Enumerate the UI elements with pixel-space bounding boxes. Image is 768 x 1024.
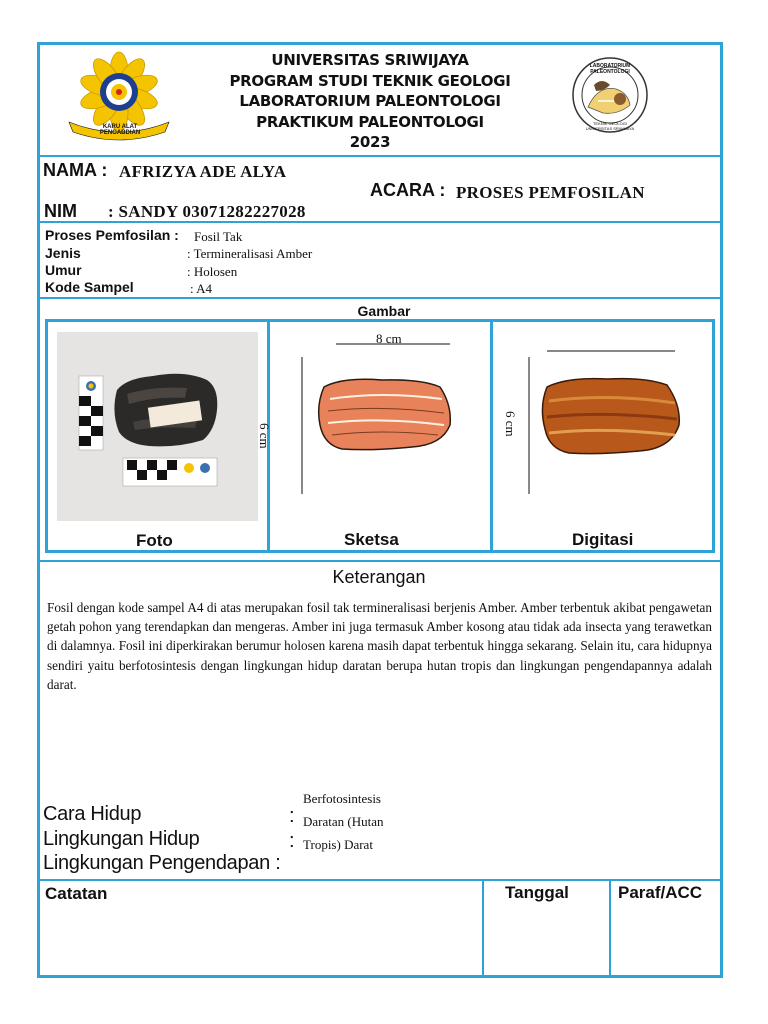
lab-logo-text: LABORATORIUM PALEONTOLOGI: [589, 63, 631, 75]
umur-label: Umur: [45, 262, 82, 278]
keterangan-text: Fosil dengan kode sampel A4 di atas merupakan fosil tak termineralisasi berjenis Amber. Amber terbentuk akibat pengawetan getah pohon yang terendapkan dan mengeras. Amber ini juga termasuk Amber kosong atau tidak ada insecta yang terawetkan di dalamnya. Fosil ini diperkirakan berumur holosen karena masih dapat terbentuk hingga sekarang. Selain itu, cara hidupnya sendiri yaitu berfotosintesis dengan lingkungan hidup daratan berupa hutan tropis dan lingkungan pengendapannya adalah darat.: [47, 600, 712, 692]
university-logo-motto: KARU ALAT PENGABDIAN: [99, 124, 141, 136]
lingkungan-pengendapan-label: Lingkungan Pengendapan :: [43, 852, 281, 874]
header-lab: LABORATORIUM PALEONTOLOGI: [239, 92, 501, 110]
kode-value: : A4: [190, 281, 213, 296]
divider-paraf: [609, 881, 611, 976]
divider-header: [40, 155, 720, 157]
header-practicum: PRAKTIKUM PALEONTOLOGI: [256, 112, 484, 131]
acara-label: ACARA :: [370, 180, 446, 200]
header-program: PROGRAM STUDI TEKNIK GEOLOGI: [229, 71, 511, 90]
cara-hidup-label: Cara Hidup: [43, 803, 142, 825]
gambar-title: Gambar: [357, 303, 411, 319]
tanggal-label: Tanggal: [505, 883, 569, 902]
kode-label: Kode Sampel: [45, 279, 134, 295]
keterangan-title: Keterangan: [332, 567, 426, 587]
header-university: UNIVERSITAS SRIWIJAYA: [271, 51, 469, 69]
digitized-drawing: [495, 325, 711, 505]
header-title-block: [200, 50, 540, 153]
proses-label: Proses Pemfosilan :: [45, 227, 179, 243]
sketch-width-label: 8 cm: [376, 331, 402, 346]
lab-logo: [558, 55, 662, 135]
proses-value: Fosil Tak: [194, 229, 243, 244]
paraf-label: Paraf/ACC: [618, 883, 703, 902]
divider-info: [40, 297, 720, 299]
lab-logo-bottom-text: TEKNIK GEOLOGI UNIVERSITAS SRIWIJAYA: [585, 121, 635, 131]
acara-value: PROSES PEMFOSILAN: [456, 183, 645, 202]
lingkungan-hidup-label: Lingkungan Hidup: [43, 828, 200, 850]
jenis-label: Jenis: [45, 245, 81, 261]
foto-caption: Foto: [136, 531, 173, 550]
catatan-label: Catatan: [45, 884, 108, 903]
jenis-value: : Termineralisasi Amber: [187, 246, 313, 261]
lingkungan-hidup-value: Daratan (Hutan: [303, 814, 384, 829]
nim-value: : SANDY 03071282227028: [108, 202, 306, 221]
nama-value: AFRIZYA ADE ALYA: [119, 162, 287, 181]
university-logo: [55, 50, 183, 142]
pengendapan-value: Tropis) Darat: [303, 837, 373, 852]
digitasi-caption: Digitasi: [572, 530, 634, 549]
nama-label: NAMA :: [43, 160, 108, 180]
nim-label: NIM: [44, 201, 77, 221]
umur-value: : Holosen: [187, 264, 238, 279]
digitized-height-label: 6 cm: [503, 411, 518, 437]
divider-gambar: [40, 560, 720, 562]
cara-hidup-colon: :: [289, 805, 295, 827]
sketch-drawing: [272, 325, 488, 505]
divider-cara: [40, 879, 720, 881]
sketch-height-label: 6 cm: [257, 423, 272, 449]
lingkungan-hidup-colon: :: [289, 830, 295, 852]
cara-hidup-value: Berfotosintesis: [303, 791, 381, 806]
divider-tanggal: [482, 881, 484, 976]
header-year: 2023: [349, 133, 391, 151]
sketsa-caption: Sketsa: [344, 530, 399, 549]
fossil-photo: [57, 332, 258, 521]
